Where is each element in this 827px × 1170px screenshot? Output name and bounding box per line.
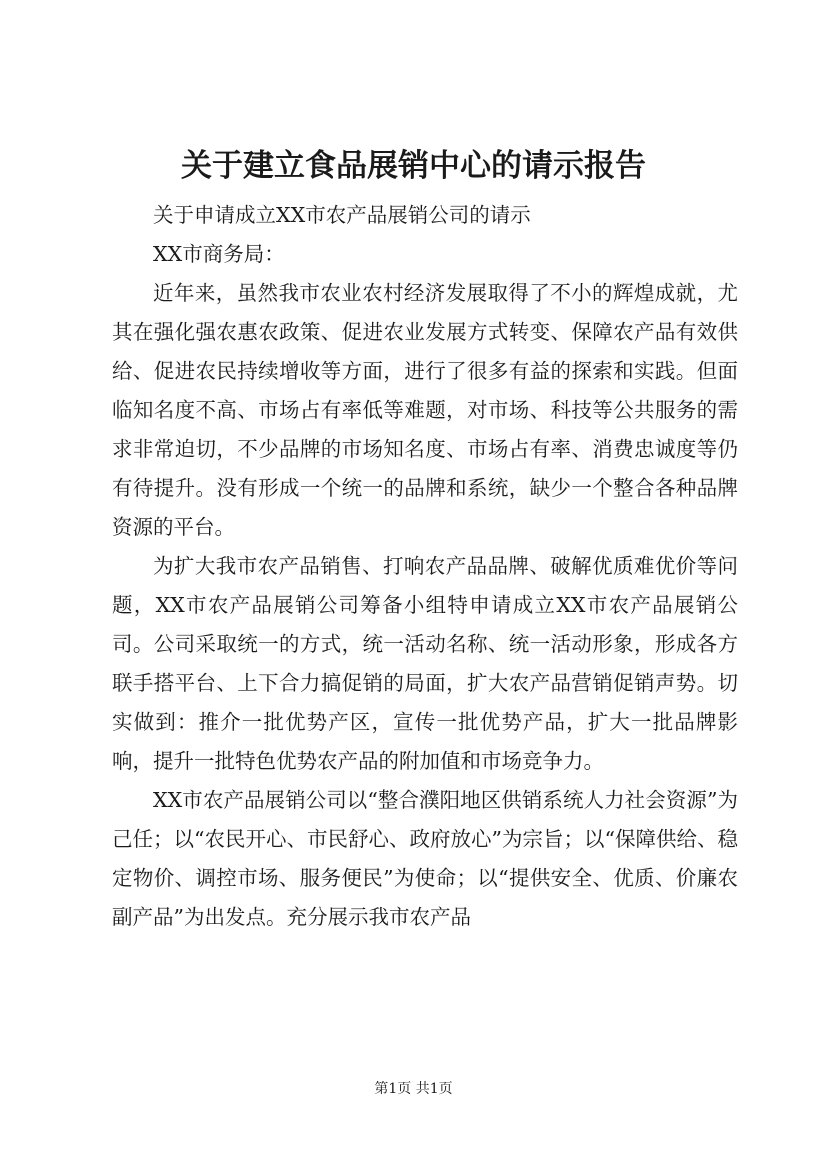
page-footer: 第1页 共1页 bbox=[374, 1081, 453, 1097]
document-title: 关于建立食品展销中心的请示报告 bbox=[181, 148, 646, 184]
subtitle-line: 关于申请成立XX市农产品展销公司的请示 bbox=[153, 203, 531, 227]
body-paragraph: 为扩大我市农产品销售、打响农产品品牌、破解优质难优价等问题，XX市农产品展销公司筹备小组特申请成立XX市农产品展销公司。公司采取统一的方式，统一活动名称、统一活动形象，形成各方联手搭平台、上下合力搞促销的局面，扩大农产品营销促销声势。切实做到：推介一批优势产区，宣传一批优势产品，扩大一批品牌影响，提升一批特色优势农产品的附加值和市场竞争力。 bbox=[112, 554, 738, 773]
body-paragraph: XX市农产品展销公司以“整合濮阳地区供销系统人力社会资源”为己任；以“农民开心、市民舒心、政府放心”为宗旨；以“保障供给、稳定物价、调控市场、服务便民”为使命；以“提供安全、优质、价廉农副产品”为出发点。充分展示我市农产品 bbox=[112, 788, 738, 929]
addressee-line: XX市商务局： bbox=[153, 242, 285, 266]
body-paragraph: 近年来，虽然我市农业农村经济发展取得了不小的辉煌成就，尤其在强化强农惠农政策、促进农业发展方式转变、保障农产品有效供给、促进农民持续增收等方面，进行了很多有益的探索和实践。但面临知名度不高、市场占有率低等难题，对市场、科技等公共服务的需求非常迫切，不少品牌的市场知名度、市场占有率、消费忠诚度等仍有待提升。没有形成一个统一的品牌和系统，缺少一个整合各种品牌资源的平台。 bbox=[112, 281, 738, 539]
document-body bbox=[112, 196, 738, 937]
